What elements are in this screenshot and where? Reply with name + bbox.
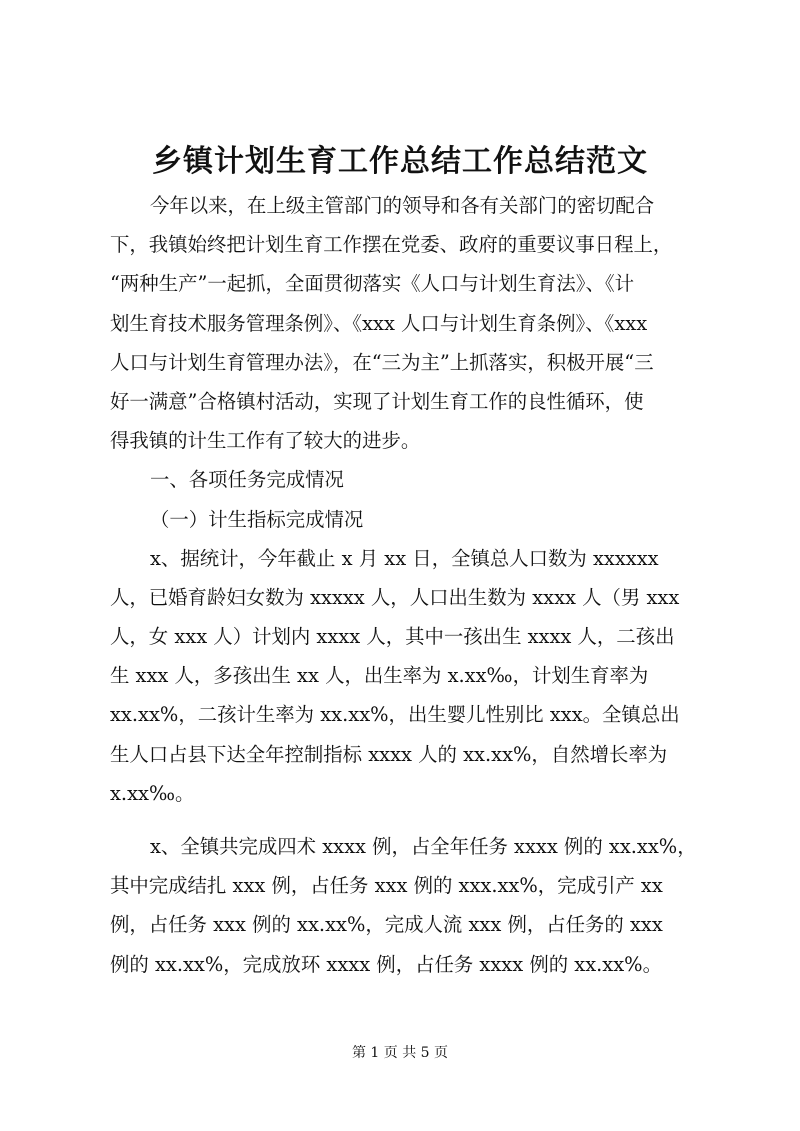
paragraph-line: 其中完成结扎 xxx 例，占任务 xxx 例的 xxx.xx%，完成引产 xx [110,874,663,898]
paragraph-line: x、据统计，今年截止 x 月 xx 日，全镇总人口数为 xxxxxx [150,546,659,570]
paragraph-line: 下，我镇始终把计划生育工作摆在党委、政府的重要议事日程上， [110,233,673,257]
page-footer: 第 1 页 共 5 页 [351,1045,449,1061]
subsection-heading: （一）计生指标完成情况 [150,507,364,531]
paragraph-line: 划生育技术服务管理条例》、《xxx 人口与计划生育条例》、《xxx [110,311,648,335]
document-body [110,186,710,984]
paragraph-line: 人，女 xxx 人）计划内 xxxx 人，其中一孩出生 xxxx 人，二孩出 [110,625,675,649]
paragraph-line: 今年以来，在上级主管部门的领导和各有关部门的密切配合 [150,194,655,217]
paragraph-line: 生人口占县下达全年控制指标 xxxx 人的 xx.xx%，自然增长率为 [110,742,668,766]
paragraph-line: 例的 xx.xx%，完成放环 xxxx 例，占任务 xxxx 例的 xx.xx%。 [110,952,662,976]
paragraph-line: 好一满意”合格镇村活动，实现了计划生育工作的良性循环，使 [110,389,644,413]
paragraph-line: 得我镇的计生工作有了较大的进步。 [110,429,421,453]
document-title: 乡镇计划生育工作总结工作总结范文 [152,144,648,179]
paragraph-line: 人，已婚育龄妇女数为 xxxxx 人，人口出生数为 xxxx 人（男 xxx [110,585,680,609]
paragraph-spacer [110,813,710,827]
paragraph-line: x、全镇共完成四术 xxxx 例，占全年任务 xxxx 例的 xx.xx%， [150,835,697,858]
paragraph-line: 人口与计划生育管理办法》，在“三为主”上抓落实，积极开展“三 [110,350,654,374]
paragraph-line: 例，占任务 xxx 例的 xx.xx%，完成人流 xxx 例，占任务的 xxx [110,913,663,937]
paragraph-line: “两种生产”一起抓，全面贯彻落实《人口与计划生育法》、《计 [110,272,634,296]
paragraph-line: 生 xxx 人，多孩出生 xx 人，出生率为 x.xx‰，计划生育率为 [110,664,649,688]
paragraph-line: xx.xx%，二孩计生率为 xx.xx%，出生婴儿性别比 xxx。全镇总出 [110,703,680,727]
section-heading: 一、各项任务完成情况 [150,468,344,492]
paragraph-line: x.xx‰。 [110,781,195,805]
